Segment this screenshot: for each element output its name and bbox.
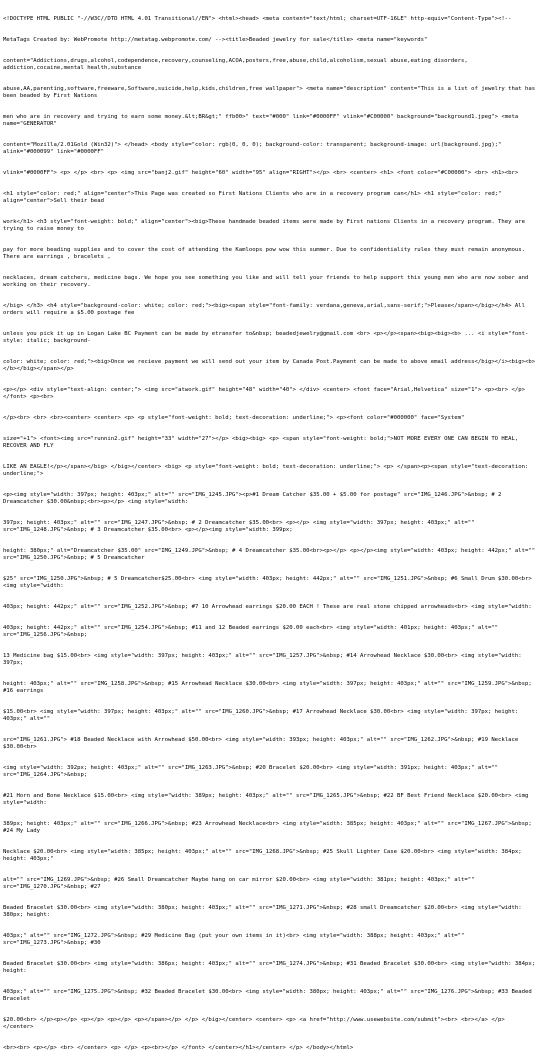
source-line: men who are in recovery and trying to earn some money.&lt;BR&gt;" ffb00>" text="#000" link="#0000FF" vlink="#C00000" background="background1.jpeg"> <meta name="GENERATOR": [3, 114, 522, 127]
source-line: <h1 style="color: red;" align="center">This Page was created so First Nations Clients who are in a recovery program can</h1> <h1 style="color: red;" align="center">Sell their bead: [3, 191, 505, 204]
source-line: work</h1> <h3 style="font-weight: bold;" align="center"><big>These handmade beaded items were made by First nations Clients in a recovery program. They are trying to raise money to: [3, 219, 529, 232]
source-line: 403px;" alt="" src="IMG_1272.JPG">&nbsp; #29 Medicine Bag (put your own items in it)<br> <img style="width: 388px; height: 403px;" alt="" src="IMG_1273.JPG">&nbsp; #30: [3, 933, 468, 946]
source-line: $15.00<br> <img style="width: 397px; height: 403px;" alt="" src="IMG_1260.JPG">&nbsp; #17 Arrowhead Necklace $30.00<br> <img style="width: 397px; height: 403px;" alt="": [3, 709, 522, 722]
source-line: $20.00<br> </p><p></p> <p></p> <p></p> <p></span></p> </p> </big></center> <center> <p> <a href="http://www.usewebsite.com/submit"><br> <br></a> </p> </center>: [3, 1017, 509, 1030]
source-line: vlink="#0000FF"> <p> </p> <br> <p> <img src="banj2.gif" height="60" width="95" align="RIGHT"></p> <br> <center> <h1> <font color="#C00000"> <br> <h1><br>: [3, 170, 519, 176]
source-line: <p></p> <div style="text-align: center;"> <img src="atwork.gif" height="48" width="40"> </div> <center> <font face="Arial,Helvetica" size="1"> <p><br> </p> </font> <p><br>: [3, 387, 529, 400]
source-line: 389px; height: 403px;" alt="" src="IMG_1266.JPG">&nbsp; #23 Arrowhead Necklace<br> <img style="width: 385px; height: 403px;" alt="" src="IMG_1267.JPG">&nbsp; #24 My Lady: [3, 821, 536, 834]
source-line: 403px; height: 442px;" alt="" src="IMG_1252.JPG">&nbsp; #7 10 Arrowhead earrings $20.00 EACH ! These are real stone chipped arrowheads<br> <img style="width:: [3, 604, 532, 610]
source-line: height: 380px;" alt="Dreamcatcher $35.00" src="IMG_1249.JPG">&nbsp; # 4 Dreamcatcher $35.00<br><p></p> <p></p><img style="width: 403px; height: 442px;" alt="" src="IMG_1250.JPG">&nbsp; # 5 Dreamcatcher: [3, 548, 539, 561]
source-line: </big> </h3> <h4 style="background-color: white; color: red;"><big><span style="font-family: verdana,geneva,arial,sans-serif;">Please</span></big></h4> All orders will require a $5.00 postage fee: [3, 303, 529, 316]
source-line: Beaded Bracelet $30.00<br> <img style="width: 380px; height: 403px;" alt="" src="IMG_1271.JPG">&nbsp; #28 small Dreamcatcher $20.00<br> <img style="width: 380px; height:: [3, 905, 526, 918]
source-line: Necklace $20.00<br> <img style="width: 385px; height: 403px;" alt="" src="IMG_1268.JPG">&nbsp; #25 Skull Lighter Case $20.00<br> <img style="width: 384px; height: 403px;": [3, 849, 526, 862]
source-line: 403px; height: 442px;" alt="" src="IMG_1254.JPG">&nbsp; #11 and 12 Beaded earrings $20.00 each<br> <img style="width: 401px; height: 403px;" alt="" src="IMG_1256.JPG">&nbsp;: [3, 625, 502, 638]
source-line: pay for more beading supplies and to cover the cost of attending the Kamloops pow wow this summer. Due to confidentiality rules they must remain anonymous. There are earrings , bracelets ,: [3, 247, 529, 260]
source-line: MetaTags Created by: WebPromote http://metatag.webpromote.com/ --><title>Beaded jewelry for sale</title> <meta name="keywords": [3, 37, 428, 43]
source-line: color: white; color: red;"><big>Once we recieve payment we will send out your item by Canada Post.Payment can be made to above email address</big></i><big><b> </b></big></span></p>: [3, 359, 539, 372]
source-line: #21 Horn and Bone Necklace $15.00<br> <img style="width: 389px; height: 403px;" alt="" src="IMG_1265.JPG">&nbsp; #22 BF Best Friend Necklace $20.00<br> <img style="width:: [3, 793, 532, 806]
source-line: necklaces, dream catchers, medicine bags. We hope you see something you like and will tell your friends to help support this young men who are now sober and working on their recovery.: [3, 275, 532, 288]
source-line: Beaded Bracelet $30.00<br> <img style="width: 386px; height: 403px;" alt="" src="IMG_1274.JPG">&nbsp; #31 Beaded Bracelet $30.00<br> <img style="width: 384px; height:: [3, 961, 539, 974]
source-line: <img style="width: 392px; height: 403px;" alt="" src="IMG_1263.JPG">&nbsp; #20 Bracelet $20.00<br> <img style="width: 391px; height: 403px;" alt="" src="IMG_1264.JPG">&nbsp;: [3, 765, 502, 778]
source-line: 397px; height: 403px;" alt="" src="IMG_1247.JPG">&nbsp; # 2 Dreamcatcher $35.00<br> <p></p> <img style="width: 397px; height: 403px;" alt="" src="IMG_1248.JPG">&nbsp; # 3 Dreamcatcher $35.00<br> <p></p><img style="width: 399px;: [3, 520, 478, 533]
source-line: <br><br> <p></p> <br> </center> <p> </p> <p><br></p> </font> </center></h1></center> </p> </body></html>: [3, 1045, 354, 1051]
source-line: </p><br> <br> <br><center> <center> <p> <p style="font-weight: bold; text-decoration: underline;"> <p><font color="#000000" face="System": [3, 415, 465, 421]
source-line: <p><img style="width: 397px; height: 403px;" alt="" src="IMG_1245.JPG"><p>#1 Dream Catcher $35.00 + $5.00 for postage" src="IMG_1246.JPG">&nbsp; # 2 Dreamcatcher $30.00&nbsp;<br><p></p> <img style="width:: [3, 492, 505, 505]
source-line: size="+1"> <font><img src="runnin2.gif" height="33" width="27"></p> <big><big> <p> <span style="font-weight: bold;">NOT MORE EVERY ONE CAN BEGIN TO HEAL, RECOVER AND FLY: [3, 436, 522, 449]
source-line: <!DOCTYPE HTML PUBLIC "-//W3C//DTD HTML 4.01 Transitional//EN"> <html><head> <meta content="text/html; charset=UTF-16LE" http-equiv="Content-Type"><!--: [3, 16, 512, 22]
source-line: 403px;" alt="" src="IMG_1275.JPG">&nbsp; #32 Beaded Bracelet $30.00<br> <img style="width: 380px; height: 403px;" alt="" src="IMG_1276.JPG">&nbsp; #33 Beaded Bracelet: [3, 989, 536, 1002]
source-line: height: 403px;" alt="" src="IMG_1258.JPG">&nbsp; #15 Arrowhead Necklace $30.00<br> <img style="width: 397px; height: 403px;" alt="" src="IMG_1259.JPG">&nbsp; #16 earrings: [3, 681, 536, 694]
source-line: LIKE AN EAGLE!</p></span></big> </big></center> <big> <p style="font-weight: bold; text-decoration: underline;"> <p> </span><p><span style="text-decoration: underline;">: [3, 464, 532, 477]
source-line: alt="" src="IMG_1269.JPG">&nbsp; #26 Small Dreamcatcher Maybe hang on car mirror $20.00<br> <img style="width: 381px; height: 403px;" alt="" src="IMG_1270.JPG">&nbsp; #27: [3, 877, 478, 890]
source-line: content="Addictions,drugs,alcohol,codependence,recovery,counseling,ACOA,posters,free,abuse,child,alcoholism,sexual abuse,eating disorders, addiction,cocaine,mental health,substance: [3, 58, 472, 71]
source-line: unless you pick it up in Logan Lake BC Payment can be made by etransfer to&nbsp; beadedjewelry@gmail.com <br> <p></p><span><big><big><b> ... <i style="font-style: italic; background-: [3, 331, 529, 344]
source-line: src="IMG_1261.JPG"> #18 Beaded Necklace with Arrowhead $50.00<br> <img style="width: 393px; height: 403px;" alt="" src="IMG_1262.JPG">&nbsp; #19 Necklace $30.00<br>: [3, 737, 522, 750]
source-line: abuse,AA,parenting,software,freeware,Software,suicide,help,kids,children,free wallpaper"> <meta name="description" content="This is a list of jewelry that has been beaded by First Nations: [3, 86, 539, 99]
source-line: 13 Medicine bag $15.00<br> <img style="width: 397px; height: 403px;" alt="" src="IMG_1257.JPG">&nbsp; #14 Arrowhead Necklace $30.00<br> <img style="width: 397px;: [3, 653, 526, 666]
source-line: $25" src="IMG_1250.JPG">&nbsp; # 5 Dreamcatcher$25.00<br> <img style="width: 403px; height: 442px;" alt="" src="IMG_1251.JPG">&nbsp; #6 Small Drum $30.00<br> <img style="width:: [3, 576, 536, 589]
source-line: content="Mozilla/2.01Gold (Win32)"> </head> <body style="color: rgb(0, 0, 0); background-color: transparent; background-image: url(background.jpg);" alink="#000099" link="#0000FF": [3, 142, 505, 155]
